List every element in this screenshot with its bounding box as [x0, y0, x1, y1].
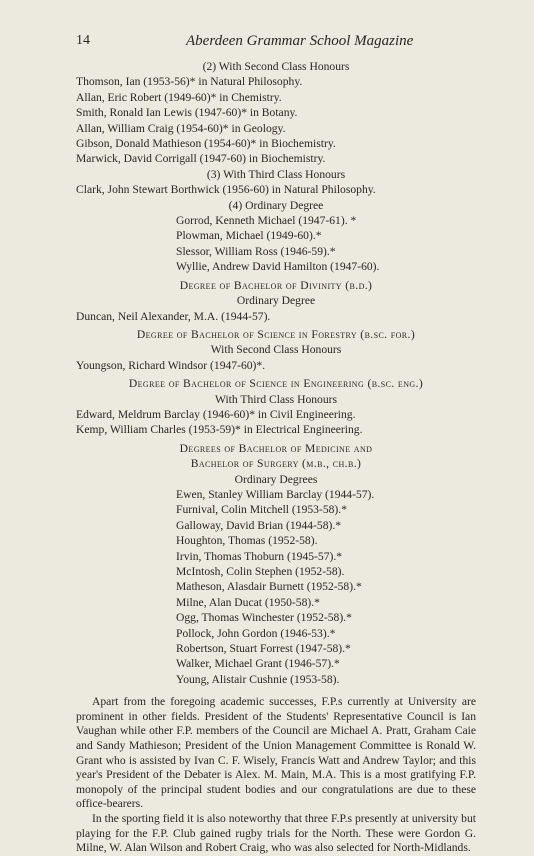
degree-subheading: Ordinary Degree	[236, 294, 316, 308]
body-paragraph: In the sporting field it is also noteworthy that three F.P.s presently at university but playing for the F.P. Club gained rugby trials for the North. These were Gordon G. Milne, W. Alan Wilson and Robert Craig, who was also selected for North-Midlands.	[76, 812, 476, 855]
list-item: Houghton, Thomas (1952-58).	[176, 534, 318, 548]
list-item: Allan, William Craig (1954-60)* in Geology.	[76, 121, 286, 135]
section-heading: (4) Ordinary Degree	[228, 198, 324, 212]
list-item: Ewen, Stanley William Barclay (1944-57).	[176, 487, 375, 501]
list-item: Thomson, Ian (1953-56)* in Natural Philosophy.	[76, 75, 303, 89]
list-item: Allan, Eric Robert (1949-60)* in Chemistry.	[76, 90, 282, 104]
list-item: Walker, Michael Grant (1946-57).*	[176, 657, 340, 671]
list-item: Marwick, David Corrigall (1947-60) in Biochemistry.	[76, 152, 326, 166]
list-item: Edward, Meldrum Barclay (1946-60)* in Civil Engineering.	[76, 407, 356, 421]
list-item: Furnival, Colin Mitchell (1953-58).*	[176, 503, 347, 517]
degree-subheading: Ordinary Degrees	[234, 472, 318, 486]
page-number: 14	[76, 33, 90, 48]
list-item: Clark, John Stewart Borthwick (1956-60) in Natural Philosophy.	[76, 183, 376, 197]
list-item: McIntosh, Colin Stephen (1952-58).	[176, 565, 345, 578]
degree-heading: Degree of Bachelor of Science in Forestry (b.sc. for.)	[136, 327, 416, 341]
degree-subheading: With Third Class Honours	[214, 392, 338, 406]
list-item: Plowman, Michael (1949-60).*	[176, 229, 322, 243]
list-item: Robertson, Stuart Forrest (1947-58).*	[176, 642, 351, 656]
list-item: Duncan, Neil Alexander, M.A. (1944-57).	[76, 309, 271, 323]
page-body	[76, 59, 476, 856]
list-item: Slessor, William Ross (1946-59).*	[176, 244, 336, 258]
list-item: Irvin, Thomas Thoburn (1945-57).*	[176, 549, 343, 563]
list-item: Gorrod, Kenneth Michael (1947-61). *	[176, 214, 357, 228]
degree-subheading: With Second Class Honours	[210, 343, 342, 357]
list-item: Wyllie, Andrew David Hamilton (1947-60).	[176, 260, 380, 274]
degree-heading: Degrees of Bachelor of Medicine and	[179, 441, 373, 455]
list-item: Ogg, Thomas Winchester (1952-58).*	[176, 611, 352, 625]
list-item: Gibson, Donald Mathieson (1954-60)* in Biochemistry.	[76, 137, 336, 151]
list-item: Young, Alistair Cushnie (1953-58).	[176, 672, 340, 686]
degree-heading: Degree of Bachelor of Science in Engineering (b.sc. eng.)	[128, 377, 424, 391]
list-item: Matheson, Alasdair Burnett (1952-58).*	[176, 580, 362, 594]
page-header	[76, 33, 474, 53]
list-item: Pollock, John Gordon (1946-53).*	[176, 626, 336, 640]
degree-heading-continued: Bachelor of Surgery (m.b., ch.b.)	[190, 457, 362, 471]
list-item: Smith, Ronald Ian Lewis (1947-60)* in Botany.	[76, 106, 298, 120]
running-title: Aberdeen Grammar School Magazine	[186, 33, 414, 49]
section-heading: (2) With Second Class Honours	[202, 60, 350, 73]
section-heading: (3) With Third Class Honours	[206, 167, 346, 181]
list-item: Galloway, David Brian (1944-58).*	[176, 518, 342, 532]
list-item: Kemp, William Charles (1953-59)* in Electrical Engineering.	[76, 423, 363, 437]
body-paragraph: Apart from the foregoing academic successes, F.P.s currently at University are prominent in other fields. President of the Students' Representative Council is Ian Vaughan while other F.P. members of the Council are Michael A. Pratt, Graham Caie and Sandy Mathieson; President of the Union Management Committee is Ronald W. Grant who is assisted by Ivan C. F. Wisely, Francis Watt and Andrew Taylor; and this year's President of the Debater is Alex. M. Main, M.A. This is a most gratifying F.P. monopoly of the principal student bodies and our congratulations are due to these office-bearers.	[76, 695, 476, 811]
degree-heading: Degree of Bachelor of Divinity (b.d.)	[179, 278, 373, 292]
list-item: Milne, Alan Ducat (1950-58).*	[176, 595, 320, 609]
list-item: Youngson, Richard Windsor (1947-60)*.	[76, 358, 266, 372]
